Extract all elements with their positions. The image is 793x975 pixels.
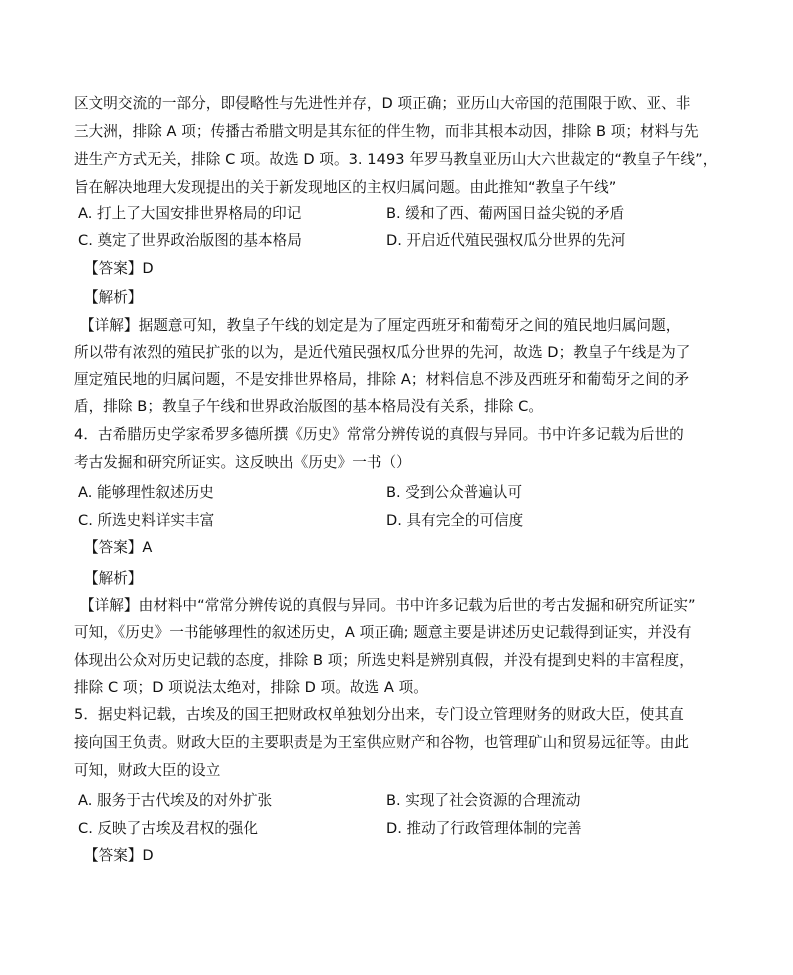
q5-option-c: C. 反映了古埃及君权的强化 — [78, 820, 259, 837]
q3-option-c: C. 奠定了世界政治版图的基本格局 — [78, 232, 302, 249]
q5-answer: 【答案】D — [84, 847, 154, 864]
q3-answer: 【答案】D — [84, 260, 154, 277]
q4-detail-line: 排除 C 项；D 项说法太绝对，排除 D 项。故选 A 项。 — [74, 679, 428, 696]
q3-detail-line: 厘定殖民地的归属问题，不是安排世界格局，排除 A；材料信息不涉及西班牙和葡萄牙之间的矛 — [74, 371, 690, 388]
q4-option-d: D. 具有完全的可信度 — [386, 512, 524, 529]
q3-detail-line: 所以带有浓烈的殖民扩张的以为，是近代殖民强权瓜分世界的先河，故选 D；教皇子午线是为了 — [74, 344, 691, 361]
q4-detail-line: 体现出公众对历史记载的态度，排除 B 项；所选史料是辨别真假，并没有提到史料的丰富程度， — [74, 652, 694, 669]
q3-option-d: D. 开启近代殖民强权瓜分世界的先河 — [386, 232, 626, 249]
q3-analysis-label: 【解析】 — [84, 289, 143, 306]
q4-option-a: A. 能够理性叙述历史 — [78, 484, 214, 501]
q5-option-a: A. 服务于古代埃及的对外扩张 — [78, 792, 273, 809]
q4-detail-line: 可知，《历史》一书能够理性的叙述历史，A 项正确; 题意主要是讲述历史记载得到证实，并没有 — [74, 624, 692, 641]
q5-stem-line: 接向国王负责。财政大臣的主要职责是为王室供应财产和谷物，也管理矿山和贸易远征等。由此 — [74, 734, 690, 751]
q5-option-d: D. 推动了行政管理体制的完善 — [386, 820, 582, 837]
q3-detail-line: 【详解】据题意可知，教皇子午线的划定是为了厘定西班牙和葡萄牙之间的殖民地归属问题， — [80, 317, 681, 334]
q3-option-a: A. 打上了大国安排世界格局的印记 — [78, 205, 302, 222]
q4-stem-line: 4．古希腊历史学家希罗多德所撰《历史》常常分辨传说的真假与异同。书中许多记载为后世的 — [74, 426, 684, 443]
q4-option-b: B. 受到公众普遍认可 — [386, 484, 523, 501]
q3-option-b: B. 缓和了西、葡两国日益尖锐的矛盾 — [386, 205, 625, 222]
q4-detail-line: 【详解】由材料中“常常分辨传说的真假与异同。书中许多记载为后世的考古发掘和研究所证实” — [80, 597, 696, 614]
q4-option-c: C. 所选史料详实丰富 — [78, 512, 215, 529]
q4-answer: 【答案】A — [84, 539, 153, 556]
text-line: 区文明交流的一部分，即侵略性与先进性并存，D 项正确；亚历山大帝国的范围限于欧、亚、非 — [74, 95, 691, 112]
text-line: 三大洲，排除 A 项；传播古希腊文明是其东征的伴生物，而非其根本动因，排除 B 项；材料与先 — [74, 123, 699, 140]
q4-stem-line: 考古发掘和研究所证实。这反映出《历史》一书（） — [74, 454, 411, 471]
q3-detail-line: 盾，排除 B；教皇子午线和世界政治版图的基本格局没有关系，排除 C。 — [74, 398, 543, 415]
q5-stem-line: 5．据史料记载，古埃及的国王把财政权单独划分出来，专门设立管理财务的财政大臣，使其直 — [74, 706, 684, 723]
q5-stem-line: 可知，财政大臣的设立 — [74, 762, 221, 779]
text-line: 旨在解决地理大发现提出的关于新发现地区的主权归属问题。由此推知“教皇子午线” — [74, 179, 617, 196]
q4-analysis-label: 【解析】 — [84, 570, 143, 587]
q5-option-b: B. 实现了社会资源的合理流动 — [386, 792, 581, 809]
text-line: 进生产方式无关，排除 C 项。故选 D 项。3. 1493 年罗马教皇亚历山大六世裁定的“教皇子午线”， — [74, 151, 718, 168]
